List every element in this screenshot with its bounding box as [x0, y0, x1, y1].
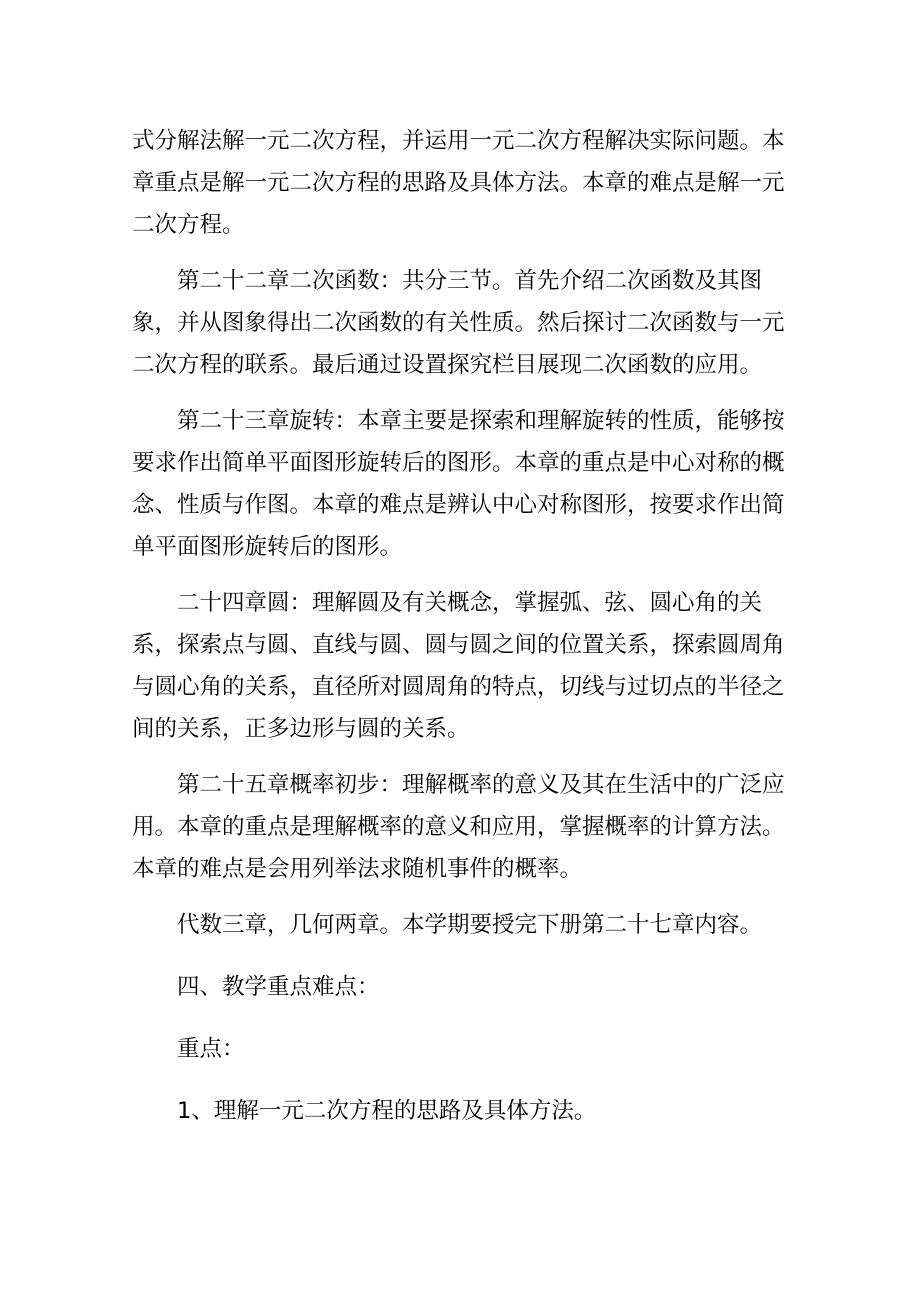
document-body — [132, 120, 802, 1152]
subheading-key-points: 重点： — [177, 1036, 245, 1062]
section-heading-teaching-focus: 四、教学重点难点： — [177, 974, 380, 1000]
paragraph-chapter-25-probability: 第二十五章概率初步：理解概率的意义及其在生活中的广泛应用。本章的重点是理解概率的意义和应用，掌握概率的计算方法。本章的难点是会用列举法求随机事件的概率。 — [132, 772, 785, 882]
paragraph-chapter-summary: 代数三章，几何两章。本学期要授完下册第二十七章内容。 — [177, 912, 763, 938]
list-item-key-point-1: 1、理解一元二次方程的思路及具体方法。 — [177, 1098, 597, 1124]
paragraph-chapter-24-circle: 二十四章圆：理解圆及有关概念，掌握弧、弦、圆心角的关系，探索点与圆、直线与圆、圆与圆之间的位置关系，探索圆周角与圆心角的关系，直径所对圆周角的特点，切线与过切点的半径之间的关系，正多边形与圆的关系。 — [132, 590, 785, 742]
paragraph-chapter-23-rotation: 第二十三章旋转：本章主要是探索和理解旋转的性质，能够按要求作出简单平面图形旋转后的图形。本章的重点是中心对称的概念、性质与作图。本章的难点是辨认中心对称图形，按要求作出简单平面图形旋转后的图形。 — [132, 408, 785, 560]
paragraph-quadratic-equation-chapter: 式分解法解一元二次方程，并运用一元二次方程解决实际问题。本章重点是解一元二次方程的思路及具体方法。本章的难点是解一元二次方程。 — [132, 128, 785, 238]
paragraph-chapter-22-quadratic-function: 第二十二章二次函数：共分三节。首先介绍二次函数及其图象，并从图象得出二次函数的有关性质。然后探讨二次函数与一元二次方程的联系。最后通过设置探究栏目展现二次函数的应用。 — [132, 268, 785, 378]
